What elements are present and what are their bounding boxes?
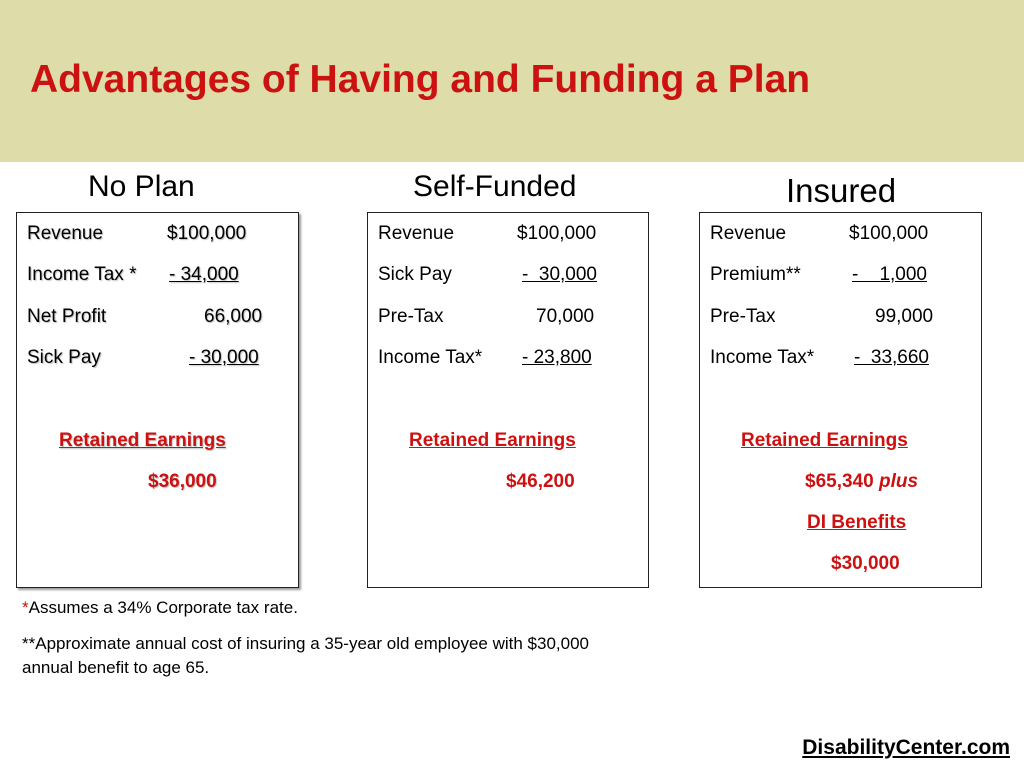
row-label: Income Tax * (27, 264, 137, 285)
row-value: - 1,000 (852, 264, 927, 285)
insured-panel (699, 212, 982, 588)
no-plan-heading: No Plan (88, 170, 195, 203)
retained-earnings-value: $46,200 (506, 471, 575, 492)
footnote-star: * (22, 598, 29, 617)
row-label: Income Tax* (710, 347, 815, 368)
self-funded-panel (367, 212, 649, 588)
row-label: Net Profit (27, 306, 107, 327)
row-value: - 23,800 (522, 347, 592, 368)
footnote-premium-line2: annual benefit to age 65. (22, 658, 210, 677)
retained-earnings-value-line (805, 471, 918, 493)
di-benefits-value: $30,000 (831, 553, 900, 574)
insured-heading: Insured (786, 172, 897, 209)
di-benefits-label: DI Benefits (807, 512, 907, 533)
row-value: - 33,660 (854, 347, 929, 368)
row-value: - 30,000 (522, 264, 597, 285)
row-label: Revenue (710, 223, 787, 244)
row-value: $100,000 (517, 223, 597, 244)
row-value: 66,000 (204, 306, 263, 327)
page-title: Advantages of Having and Funding a Plan (30, 58, 811, 101)
retained-earnings-label: Retained Earnings (59, 430, 226, 451)
row-value: $100,000 (849, 223, 929, 244)
row-value: - 34,000 (169, 264, 239, 285)
retained-earnings-label: Retained Earnings (741, 430, 908, 451)
row-label: Sick Pay (378, 264, 452, 285)
row-label: Revenue (378, 223, 455, 244)
row-value: 70,000 (536, 306, 595, 327)
retained-earnings-value: $36,000 (148, 471, 217, 492)
row-label: Pre-Tax (378, 306, 444, 327)
retained-earnings-value: $65,340 (805, 471, 874, 492)
self-funded-heading: Self-Funded (413, 170, 577, 203)
row-label: Revenue (27, 223, 104, 244)
row-value: - 30,000 (189, 347, 259, 368)
retained-earnings-label: Retained Earnings (409, 430, 576, 451)
plus-label: plus (878, 471, 919, 492)
footnote-text: Assumes a 34% Corporate tax rate. (28, 598, 298, 617)
no-plan-panel (16, 212, 299, 588)
row-label: Income Tax* (378, 347, 483, 368)
row-label: Pre-Tax (710, 306, 776, 327)
brand-link[interactable]: DisabilityCenter.com (802, 736, 1010, 759)
row-value: $100,000 (167, 223, 247, 244)
row-label: Premium** (710, 264, 801, 285)
row-label: Sick Pay (27, 347, 101, 368)
footnote-tax-rate (22, 598, 298, 618)
footnote-premium-line1: **Approximate annual cost of insuring a 35-year old employee with $30,000 (22, 634, 590, 653)
row-value: 99,000 (875, 306, 934, 327)
header-band (0, 0, 1024, 162)
